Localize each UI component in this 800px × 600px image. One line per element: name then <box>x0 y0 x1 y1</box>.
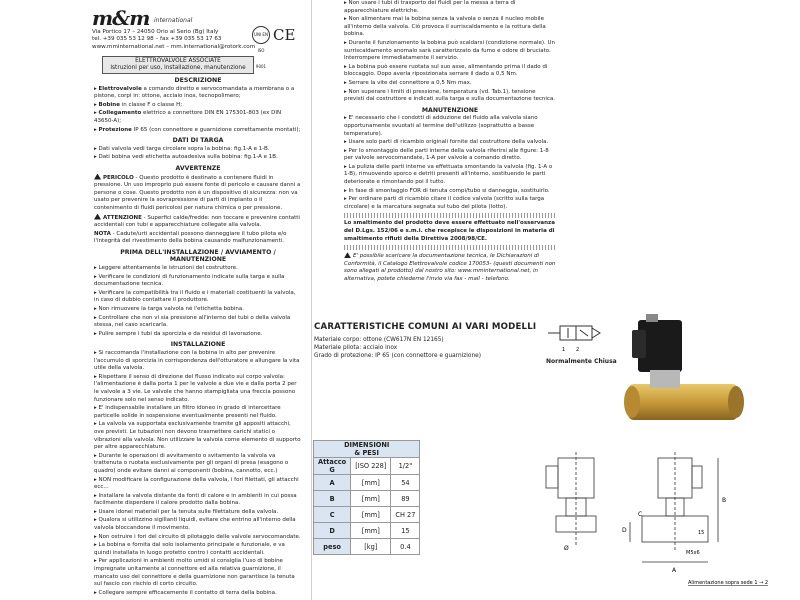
paragraph: ▸ La valvola va supportata esclusivamente tramite gli appositi attacchi, ove previsti. Le tubazioni non devono trasmettere carichi statici o vibrazioni alla valvola. Non utilizzare la valvola come elemento di supporto per altre apparecchiature. <box>94 421 301 451</box>
table-header: DIMENSIONI & PESI <box>314 441 420 458</box>
phone-line: tel. +39 035 53 12 98 – fax +39 035 53 17 63 <box>92 36 222 43</box>
paragraph: ▸ Durante le operazioni di avvitamento o svitamento la valvola va trattenuta o ruotata esclusivamente per gli organi di presa (esagono o quadro) onde evitare danni ai componenti (bobina, cannotto, ecc.) <box>94 452 289 474</box>
paragraph: ATTENZIONE - Superfici calde/fredde: non toccare e prevenire contatti accidentali con tubi e apparecchiature collegate alla valvola. <box>94 214 300 229</box>
table-row: D [mm] 15 <box>314 523 420 539</box>
section-title: CARATTERISTICHE COMUNI AI VARI MODELLI <box>314 322 537 332</box>
address-line: Via Portico 17 – 24050 Orio al Serio (Bg) Italy <box>92 29 219 35</box>
paragraph: ▸ Elettrovalvole a comando diretto e servocomandata a membrana o a pistone, corpi in: ottone, acciaio inox, tecnopolimero; <box>94 85 295 100</box>
documentation-note: E' possibile scaricare la documentazione tecnica, le Dichiarazioni di Conformità, il Catalogo Elettrovalvole codice 170053- (questi documenti non sono allegati al prodotto) dal nostro sito: www.mminternational.net, in alternativa, potete chiederne l'invio via fax - mail - telefono. <box>344 253 556 282</box>
paragraph: ▸ Serrare la vite del connettore a 0,5 Nm max. <box>344 79 472 86</box>
paragraph: ▸ Collegare sempre efficacemente il contatto di terra della bobina. <box>94 589 277 596</box>
paragraph: ▸ Non superare i limiti di pressione, temperatura (vd. Tab.1), tensione previsti dal costruttore e indicati sulla targa e sulla documentazione tecnica. <box>344 88 556 103</box>
dim-label-m5: M5x6 <box>686 550 700 556</box>
paragraph: ▸ E' necessario che i condotti di adduzione del fluido alla valvola siano opportunamente svuotati al termine dell'utilizzo (soprattutto a basse temperature). <box>344 115 538 137</box>
dim-label-c: C <box>638 511 643 518</box>
paragraph: PERICOLO - Questo prodotto è destinato a contenere fluidi in pressione. Un uso improprio può essere fonte di pericolo e causare danni a persone o cose. Questo prodotto non è un dispositivo di sicurezza: non va usato per prevenire la sovrapressione di parti di impianto o il contenimento di fluidi pericolosi per natura chimica o per pressione. <box>94 174 301 211</box>
paragraph: ▸ Usare idonei materiali per la tenuta sulle filettature della valvola. <box>94 508 279 515</box>
section-heading: INSTALLAZIONE <box>170 341 226 349</box>
paragraph: ▸ Installare la valvola distante da fonti di calore e in ambienti in cui possa facilmente disperdere il calore prodotto dalla bobina. <box>94 492 297 507</box>
technical-drawing <box>538 450 800 590</box>
paragraph: ▸ Qualora si utilizzino sigillanti liquidi, evitare che entrino all'interno della valvola bloccandone il movimento. <box>94 517 296 532</box>
paragraph: ▸ Per lo smontaggio delle parti interne della valvola riferirsi alle figure: 1-8 per valvole servocomandate, 1-A per valvole a comando diretto. <box>344 147 549 162</box>
table-row: Attacco G [ISO 228] 1/2" <box>314 458 420 475</box>
paragraph: ▸ Non alimentare mai la bobina senza la valvola o senza il nucleo mobile all'interno della valvola. Ciò provoca il surriscaldamento e la rottura della bobina. <box>344 16 546 38</box>
column-divider <box>311 0 312 600</box>
document-subtitle: Istruzioni per uso, installazione, manutenzione <box>110 65 246 71</box>
paragraph: ▸ Verificare le condizioni di funzionamento indicate sulla targa e sulla documentazione tecnica. <box>94 273 285 288</box>
ce-mark: CE <box>273 26 296 44</box>
dim-label-a: A <box>672 567 677 574</box>
dim-label-diameter: Ø <box>564 545 569 552</box>
paragraph: ▸ La bobina e fornita dal solo isolamento principale e funzionale, e va quindi installata in luogo protetto contro i contatti accidentali. <box>94 542 285 556</box>
spec-item: Grado di protezione: IP 65 (con connettore e guarnizione) <box>314 353 481 359</box>
paragraph: ▸ Verificare la compatibilità tra il fluido e i materiali costituenti la valvola, in caso di dubbio contattare il produttore. <box>94 289 296 304</box>
svg-text:1: 1 <box>562 347 566 353</box>
section-heading: DESCRIZIONE <box>174 77 222 84</box>
power-direction-label: Alimentazione sopra sede 1 → 2 <box>688 580 769 586</box>
paragraph: ▸ La bobina può essere ruotata sul suo asse, alimentando prima il dado di bloccaggio. Dopo averla riposizionata serrare il dado a 0,5 Nm. <box>344 63 548 78</box>
right-top-body <box>344 0 556 312</box>
logo-text: m&m <box>92 6 150 30</box>
dim-label-d: D <box>622 527 627 534</box>
company-address <box>92 29 262 51</box>
info-icon <box>344 252 351 258</box>
paragraph: NOTA - Cadute/urti accidentali possono danneggiare il tubo pilota e/o l'integrità del rivestimento della bobina causando malfunzionamenti. <box>94 230 287 245</box>
paragraph: ▸ Durante il funzionamento la bobina può scaldarsi (condizione normale). Un surriscaldamento anomalo sarà caratterizzato da fumo e odore di bruciato. Interrompere immediatamente il servizio. <box>344 39 556 62</box>
warning-icon <box>94 174 101 180</box>
separator <box>344 213 556 218</box>
disposal-note: Lo smaltimento del prodotto deve essere effettuato nell'osservanza del D.Lgs. 152/06 e s.m.i. che recepisce le disposizioni in materia di smaltimento rifiuti della Direttiva 2008/98/CE. <box>344 220 555 242</box>
document-title: ELETTROVALVOLE ASSOCIATE <box>135 58 221 64</box>
section-heading: AVVERTENZE <box>175 164 221 172</box>
left-body <box>94 74 302 598</box>
paragraph: ▸ In fase di smontaggio FOR di tenuta compi/tubo si danneggia, sostituirlo. <box>344 187 550 194</box>
spec-list <box>314 336 534 360</box>
section-heading: MANUTENZIONE <box>169 256 227 264</box>
paragraph: ▸ Protezione IP 65 (con connettore e guarnizione correttamente montati); <box>94 126 301 133</box>
paragraph: ▸ Per applicazioni in ambienti molto umidi si consiglia l'uso di bobine impregnate unitamente al connettore ed alla relativa guarnizione, il mancato uso del connettore e della guarnizione non garantisce la tenuta sul fascio con rischio di corto circuito. <box>94 558 295 588</box>
dimensions-table <box>313 440 420 555</box>
paragraph: ▸ Bobine in classe F o classe H; <box>94 101 183 108</box>
table-row: peso [kg] 0.4 <box>314 539 420 555</box>
paragraph: ▸ Collegamento elettrico a connettore DIN EN 175301-803 (ex DIN 43650-A); <box>94 110 282 124</box>
paragraph: ▸ Dati bobina vedi etichetta autoadesiva sulla bobina: fig.1-A e 1B. <box>94 154 278 161</box>
table-row: C [mm] CH 27 <box>314 507 420 523</box>
table-row: A [mm] 54 <box>314 475 420 491</box>
section-heading: MANUTENZIONE <box>421 106 479 114</box>
dim-label-b: B <box>722 497 727 504</box>
paragraph: ▸ Dati valvola vedi targa circolare sopra la bobina: fig.1-A e 1-B. <box>94 145 270 152</box>
warning-icon <box>94 214 101 220</box>
paragraph: ▸ Si raccomanda l'installazione con la bobina in alto per prevenire l'accumulo di sporcizia in corrispondenza dell'otturatore e allungare la vita utile della valvola. <box>94 350 300 372</box>
paragraph: ▸ La pulizia delle parti interne va effettuata smontando la valvola (fig. 1-A o 1-B), rimuovendo sporco e detriti presenti all'interno, sostituendo le parti deteriorate e rimontando poi il tutto. <box>344 163 553 186</box>
paragraph: ▸ Controllare che non vi sia pressione all'interno dei tubi o della valvola stessa, nel caso scaricarla. <box>94 314 291 329</box>
paragraph: ▸ Non ostruire i fori del circuito di pilotaggio delle valvole servocomandate. <box>94 533 301 540</box>
dim-label-15: 15 <box>698 530 705 536</box>
paragraph: ▸ Usare solo parti di ricambio originali fornite dal costruttore della valvola. <box>344 139 549 146</box>
paragraph: ▸ Per ordinare parti di ricambio citare il codice valvola (scritto sulla targa circolare) e la marcatura segnata sul tubo del pilota (lotto). <box>344 196 545 210</box>
paragraph: ▸ E' indispensabile installare un filtro idoneo in grado di intercettare particelle solide in sospensione eventualmente presenti nel fluido. <box>94 405 281 419</box>
paragraph: ▸ Rispettare il senso di direzione del flusso indicato sul corpo valvola: l'alimentazione è dalla porta 1 per le valvole a due vie e dalla porta 2 per le valvole a 3 vie. Le valvole che hanno stampigliata una freccia possono funzionare solo nel senso indicato. <box>94 373 297 403</box>
svg-text:2: 2 <box>576 347 580 353</box>
document-title-box <box>102 56 254 74</box>
certification-seal: UNI EN ISO 9001 <box>252 26 270 44</box>
paragraph: ▸ Leggere attentamente le istruzioni del costruttore. <box>94 265 238 272</box>
web-line: www.mminternational.net – mm.international@rotork.com <box>92 43 256 50</box>
paragraph: ▸ Non rimuovere la targa valvola né l'etichetta bobina. <box>94 306 245 313</box>
section-heading: DATI DI TARGA <box>172 137 224 145</box>
valve-schematic-symbol <box>540 320 620 362</box>
normally-closed-label: Normalmente Chiusa <box>546 358 617 365</box>
spec-item: Materiale pilota: acciaio inox <box>314 345 398 351</box>
logo-international: international <box>154 17 193 24</box>
logo <box>92 6 302 30</box>
spec-item: Materiale corpo: ottone (CW617N EN 12165) <box>314 337 444 343</box>
paragraph: ▸ Non usare i tubi di trasporto dei fluidi per la messa a terra di apparecchiature elettriche. <box>344 0 516 14</box>
section-heading: PRIMA DELL'INSTALLAZIONE / AVVIAMENTO / <box>120 248 276 256</box>
valve-photo <box>618 314 800 442</box>
table-row: B [mm] 89 <box>314 491 420 507</box>
paragraph: ▸ Pulire sempre i tubi da sporcizia e da residui di lavorazione. <box>94 330 263 337</box>
paragraph: ▸ NON modificare la configurazione della valvola, i fori filettati, gli attacchi ecc... <box>94 476 299 491</box>
left-column <box>0 0 306 600</box>
separator <box>344 245 556 250</box>
